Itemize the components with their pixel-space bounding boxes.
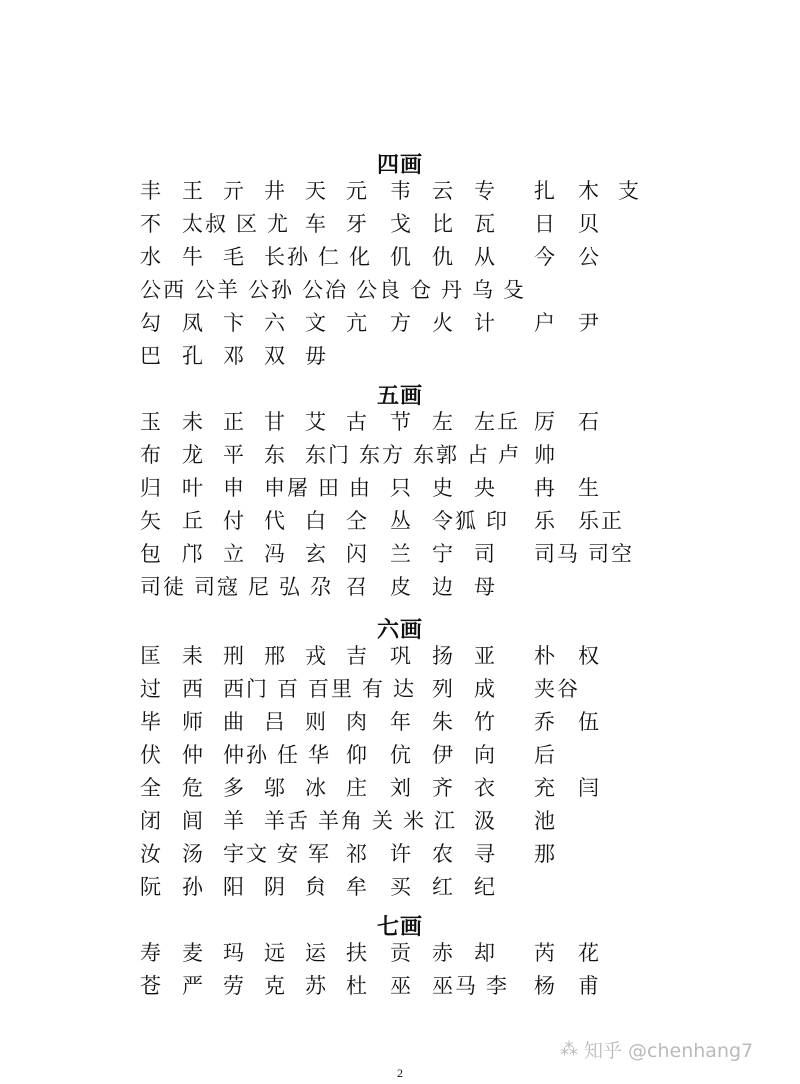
surname: 池 (534, 809, 557, 833)
surname: 闾 (182, 809, 205, 833)
surname-row (0, 341, 800, 371)
surname: 东门 (305, 443, 351, 467)
surname: 王 (182, 179, 205, 203)
surname: 元 (346, 179, 369, 203)
surname-row (0, 242, 800, 272)
surname-row (0, 674, 800, 704)
surname: 公羊 (194, 278, 240, 302)
surname: 仝 (346, 509, 369, 533)
surname: 贝 (578, 212, 601, 236)
surname: 阮 (140, 875, 163, 899)
surname-row (0, 506, 800, 536)
surname: 司寇 (194, 575, 240, 599)
surname: 乐正 (578, 509, 624, 533)
surname-row (0, 539, 800, 569)
surname: 巫马 (432, 974, 478, 998)
surname: 节 (390, 410, 413, 434)
watermark (560, 1036, 796, 1062)
surname: 戈 (390, 212, 413, 236)
surname-row (0, 839, 800, 869)
surname: 衣 (474, 776, 497, 800)
surname: 闪 (346, 542, 369, 566)
surname: 比 (432, 212, 455, 236)
surname: 牙 (346, 212, 369, 236)
surname-row (0, 572, 800, 602)
surname: 齐 (432, 776, 455, 800)
surname: 仲孙 (223, 743, 269, 767)
surname: 只 (390, 476, 413, 500)
surname: 司马 (534, 542, 580, 566)
surname: 印 (486, 509, 509, 533)
surname: 耒 (182, 644, 205, 668)
surname: 火 (432, 311, 455, 335)
surname: 买 (390, 875, 413, 899)
surname: 由 (349, 476, 372, 500)
surname: 宇文 (223, 842, 269, 866)
surname: 许 (390, 842, 413, 866)
surname: 化 (349, 245, 372, 269)
surname: 叶 (182, 476, 205, 500)
surname: 毛 (223, 245, 246, 269)
surname: 殳 (503, 278, 526, 302)
surname: 羊角 (318, 809, 364, 833)
surname: 丹 (441, 278, 464, 302)
surname: 闫 (578, 776, 601, 800)
surname: 史 (432, 476, 455, 500)
surname: 全 (140, 776, 163, 800)
surname: 后 (534, 743, 557, 767)
surname: 伉 (390, 743, 413, 767)
surname: 凤 (182, 311, 205, 335)
surname: 从 (474, 245, 497, 269)
surname: 肉 (346, 710, 369, 734)
surname: 归 (140, 476, 163, 500)
surname: 过 (140, 677, 163, 701)
surname-row (0, 440, 800, 470)
surname: 扎 (534, 179, 557, 203)
surname: 劳 (223, 974, 246, 998)
surname: 孙 (182, 875, 205, 899)
surname: 匡 (140, 644, 163, 668)
surname: 却 (474, 941, 497, 965)
surname: 仰 (346, 743, 369, 767)
surname: 邓 (223, 344, 246, 368)
surname: 丘 (182, 509, 205, 533)
surname: 甫 (578, 974, 601, 998)
surname: 仲 (182, 743, 205, 767)
surname: 夹谷 (534, 677, 580, 701)
surname: 尕 (310, 575, 333, 599)
surname: 尼 (248, 575, 271, 599)
surname: 区 (236, 212, 259, 236)
surname: 正 (223, 410, 246, 434)
surname: 水 (140, 245, 163, 269)
surname: 太叔 (182, 212, 228, 236)
surname: 厉 (534, 410, 557, 434)
surname-row (0, 407, 800, 437)
surname: 乐 (534, 509, 557, 533)
surname: 庄 (346, 776, 369, 800)
surname: 田 (318, 476, 341, 500)
surname: 充 (534, 776, 557, 800)
surname: 吉 (346, 644, 369, 668)
surname: 冰 (305, 776, 328, 800)
surname: 邝 (182, 542, 205, 566)
surname: 贡 (390, 941, 413, 965)
surname: 边 (432, 575, 455, 599)
surname: 弘 (279, 575, 302, 599)
surname: 长孙 (264, 245, 310, 269)
surname: 西门 (223, 677, 269, 701)
surname: 军 (308, 842, 331, 866)
surname: 戎 (305, 644, 328, 668)
surname: 邬 (264, 776, 287, 800)
surname: 汲 (474, 809, 497, 833)
surname: 未 (182, 410, 205, 434)
surname: 亢 (346, 311, 369, 335)
surname: 司 (474, 542, 497, 566)
surname: 邢 (264, 644, 287, 668)
surname: 杜 (346, 974, 369, 998)
surname: 向 (474, 743, 497, 767)
surname: 师 (182, 710, 205, 734)
surname-row (0, 176, 800, 206)
surname: 母 (474, 575, 497, 599)
surname: 有 (362, 677, 385, 701)
surname: 华 (308, 743, 331, 767)
surname: 申 (223, 476, 246, 500)
surname: 方 (390, 311, 413, 335)
surname: 危 (182, 776, 205, 800)
section-heading: 五画 (376, 384, 423, 409)
surname: 寿 (140, 941, 163, 965)
page-number: 2 (397, 1066, 403, 1080)
surname: 苏 (305, 974, 328, 998)
surname-row (0, 209, 800, 239)
surname: 巩 (390, 644, 413, 668)
surname-row (0, 971, 800, 1001)
surname: 年 (390, 710, 413, 734)
surname: 西 (182, 677, 205, 701)
surname: 日 (534, 212, 557, 236)
surname: 刘 (390, 776, 413, 800)
surname: 左 (432, 410, 455, 434)
surname: 阴 (264, 875, 287, 899)
surname: 竹 (474, 710, 497, 734)
surname: 李 (486, 974, 509, 998)
section-heading: 四画 (376, 153, 423, 178)
surname-row (0, 773, 800, 803)
surname: 牛 (182, 245, 205, 269)
surname: 仁 (318, 245, 341, 269)
surname: 布 (140, 443, 163, 467)
surname: 多 (223, 776, 246, 800)
surname: 尹 (578, 311, 601, 335)
surname: 不 (140, 212, 163, 236)
surname: 代 (264, 509, 287, 533)
surname: 朴 (534, 644, 557, 668)
surname: 公冶 (302, 278, 348, 302)
surname: 东郭 (413, 443, 459, 467)
surname-row (0, 473, 800, 503)
surname: 刑 (223, 644, 246, 668)
surname: 公 (578, 245, 601, 269)
surname: 权 (578, 644, 601, 668)
surname: 今 (534, 245, 557, 269)
surname: 麦 (182, 941, 205, 965)
surname: 艾 (305, 410, 328, 434)
surname: 巴 (140, 344, 163, 368)
surname: 仇 (432, 245, 455, 269)
surname: 公良 (356, 278, 402, 302)
surname: 赤 (432, 941, 455, 965)
surname: 仉 (390, 245, 413, 269)
surname: 任 (277, 743, 300, 767)
surname: 贠 (305, 875, 328, 899)
surname-row (0, 275, 800, 305)
surname: 专 (474, 179, 497, 203)
surname: 成 (474, 677, 497, 701)
surname: 那 (534, 842, 557, 866)
surname: 双 (264, 344, 287, 368)
surname: 巫 (390, 974, 413, 998)
surname: 冉 (534, 476, 557, 500)
surname: 乌 (472, 278, 495, 302)
surname: 东 (264, 443, 287, 467)
surname: 羊舌 (264, 809, 310, 833)
surname: 农 (432, 842, 455, 866)
surname: 丰 (140, 179, 163, 203)
surname: 六 (264, 311, 287, 335)
surname: 扶 (346, 941, 369, 965)
surname: 东方 (359, 443, 405, 467)
surname-row (0, 641, 800, 671)
surname: 龙 (182, 443, 205, 467)
surname: 占 (467, 443, 490, 467)
surname: 闭 (140, 809, 163, 833)
surname: 司空 (588, 542, 634, 566)
surname: 公孙 (248, 278, 294, 302)
surname: 令狐 (432, 509, 478, 533)
surname: 玄 (305, 542, 328, 566)
surname: 丛 (390, 509, 413, 533)
surname: 支 (618, 179, 641, 203)
surname: 文 (305, 311, 328, 335)
surname: 亚 (474, 644, 497, 668)
surname-row (0, 740, 800, 770)
surname: 宁 (432, 542, 455, 566)
surname: 芮 (534, 941, 557, 965)
surname: 白 (305, 509, 328, 533)
surname: 韦 (390, 179, 413, 203)
surname: 冯 (264, 542, 287, 566)
surname: 计 (474, 311, 497, 335)
surname: 帅 (534, 443, 557, 467)
surname: 汤 (182, 842, 205, 866)
surname: 包 (140, 542, 163, 566)
surname: 关 (372, 809, 395, 833)
surname: 勾 (140, 311, 163, 335)
surname: 平 (223, 443, 246, 467)
surname: 石 (578, 410, 601, 434)
surname: 汝 (140, 842, 163, 866)
surname: 朱 (432, 710, 455, 734)
surname: 生 (578, 476, 601, 500)
surname: 仓 (410, 278, 433, 302)
watermark-text: 知乎 @chenhang7 (584, 1039, 754, 1062)
surname: 伊 (432, 743, 455, 767)
surname: 井 (264, 179, 287, 203)
surname: 申屠 (264, 476, 310, 500)
surname: 甘 (264, 410, 287, 434)
surname: 运 (305, 941, 328, 965)
surname: 杨 (534, 974, 557, 998)
surname: 羊 (223, 809, 246, 833)
surname: 司徒 (140, 575, 186, 599)
surname: 央 (474, 476, 497, 500)
surname: 天 (305, 179, 328, 203)
surname-row (0, 308, 800, 338)
surname: 纪 (474, 875, 497, 899)
surname: 花 (578, 941, 601, 965)
surname: 木 (578, 179, 601, 203)
surname: 安 (277, 842, 300, 866)
surname: 乔 (534, 710, 557, 734)
surname: 云 (432, 179, 455, 203)
surname: 兰 (390, 542, 413, 566)
surname: 克 (264, 974, 287, 998)
zhihu-logo-icon: ⁂ (560, 1038, 578, 1060)
surname: 则 (305, 710, 328, 734)
surname: 矢 (140, 509, 163, 533)
surname: 江 (434, 809, 457, 833)
surname: 严 (182, 974, 205, 998)
surname-row (0, 707, 800, 737)
surname-row (0, 806, 800, 836)
section-heading: 六画 (376, 618, 423, 643)
surname-row (0, 872, 800, 902)
surname: 扬 (432, 644, 455, 668)
surname: 祁 (346, 842, 369, 866)
surname: 毋 (305, 344, 328, 368)
surname: 召 (346, 575, 369, 599)
surname: 牟 (346, 875, 369, 899)
surname: 尤 (267, 212, 290, 236)
surname: 列 (432, 677, 455, 701)
surname: 米 (403, 809, 426, 833)
surname: 付 (223, 509, 246, 533)
surname: 卢 (498, 443, 521, 467)
surname: 左丘 (474, 410, 520, 434)
surname: 皮 (390, 575, 413, 599)
surname-row (0, 938, 800, 968)
surname: 百 (277, 677, 300, 701)
surname: 远 (264, 941, 287, 965)
surname: 瓦 (474, 212, 497, 236)
surname: 玉 (140, 410, 163, 434)
surname: 曲 (223, 710, 246, 734)
surname: 户 (534, 311, 557, 335)
surname: 公西 (140, 278, 186, 302)
surname: 毕 (140, 710, 163, 734)
surname: 苍 (140, 974, 163, 998)
surname: 亓 (223, 179, 246, 203)
surname: 立 (223, 542, 246, 566)
surname: 古 (346, 410, 369, 434)
surname: 车 (305, 212, 328, 236)
surname: 伏 (140, 743, 163, 767)
surname: 阳 (223, 875, 246, 899)
surname: 玛 (223, 941, 246, 965)
surname: 吕 (264, 710, 287, 734)
surname: 寻 (474, 842, 497, 866)
surname: 伍 (578, 710, 601, 734)
surname: 百里 (308, 677, 354, 701)
surname: 红 (432, 875, 455, 899)
surname: 孔 (182, 344, 205, 368)
surname: 达 (393, 677, 416, 701)
section-heading: 七画 (376, 915, 423, 940)
surname: 卞 (223, 311, 246, 335)
